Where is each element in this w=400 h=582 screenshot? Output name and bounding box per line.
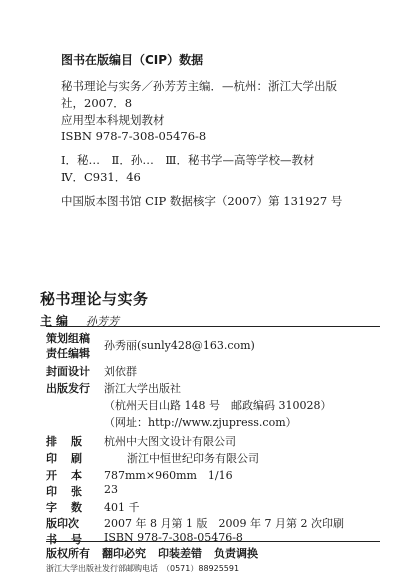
spec-label: 版印次 (46, 517, 79, 530)
divider (46, 326, 380, 327)
classification-line: Ⅳ．C931．46 (61, 170, 141, 184)
book-title: 秘书理论与实务 (40, 290, 149, 308)
credit-value-editor: 孙秀丽(sunly428@163.com) (104, 339, 255, 352)
spec-label: 字数 (46, 501, 96, 514)
cip-line: ISBN 978-7-308-05476-8 (61, 129, 207, 143)
cip-line: 秘书理论与实务／孙芳芳主编．—杭州：浙江大学出版 (61, 79, 337, 93)
notice: 翻印必究 (102, 547, 146, 560)
publisher-website: （网址：http://www.zjupress.com） (104, 416, 297, 429)
cip-line: 应用型本科规划教材 (61, 113, 165, 127)
spec-label: 开本 (46, 469, 96, 482)
credit-value: 浙江大学出版社 (104, 382, 181, 395)
copyright-notices (46, 545, 270, 561)
cip-verification: 中国版本图书馆 CIP 数据核字（2007）第 131927 号 (61, 194, 343, 208)
credit-label: 封面设计 (46, 365, 90, 378)
spec-value: 2007 年 8 月第 1 版 2009 年 7 月第 2 次印刷 (104, 517, 344, 530)
notice: 负责调换 (214, 547, 258, 560)
credit-label: 出版发行 (46, 382, 90, 395)
sales-contact: 浙江大学出版社发行部邮购电话 （0571）88925591 (46, 564, 240, 573)
credit-label: 责任编辑 (46, 347, 90, 360)
classification-line: Ⅰ．秘… Ⅱ．孙… Ⅲ．秘书学—高等学校—教材 (61, 153, 315, 167)
spec-label: 印张 (46, 485, 96, 498)
publisher-address: （杭州天目山路 148 号 邮政编码 310028） (104, 399, 332, 412)
spec-value: 杭州中大图文设计有限公司 (104, 435, 236, 448)
divider (46, 541, 380, 542)
credit-label: 策划组稿 (46, 332, 90, 345)
spec-value: 浙江中恒世纪印务有限公司 (127, 452, 259, 465)
spec-value: 23 (104, 483, 118, 496)
cip-heading: 图书在版编目（CIP）数据 (61, 53, 204, 67)
cip-line: 社，2007．8 (61, 96, 133, 110)
spec-value: 787mm×960mm 1/16 (104, 469, 233, 482)
spec-label: 排版 (46, 435, 96, 448)
spec-label: 书号 (46, 533, 96, 546)
notice: 印装差错 (158, 547, 202, 560)
editor-name: 孙芳芳 (86, 315, 119, 328)
notice: 版权所有 (46, 547, 90, 560)
credit-value: 刘依群 (104, 365, 137, 378)
spec-value: ISBN 978-7-308-05476-8 (104, 531, 243, 544)
spec-value: 401 千 (104, 501, 140, 514)
spec-label: 印刷 (46, 452, 96, 465)
editor-label: 主编 (40, 314, 73, 328)
